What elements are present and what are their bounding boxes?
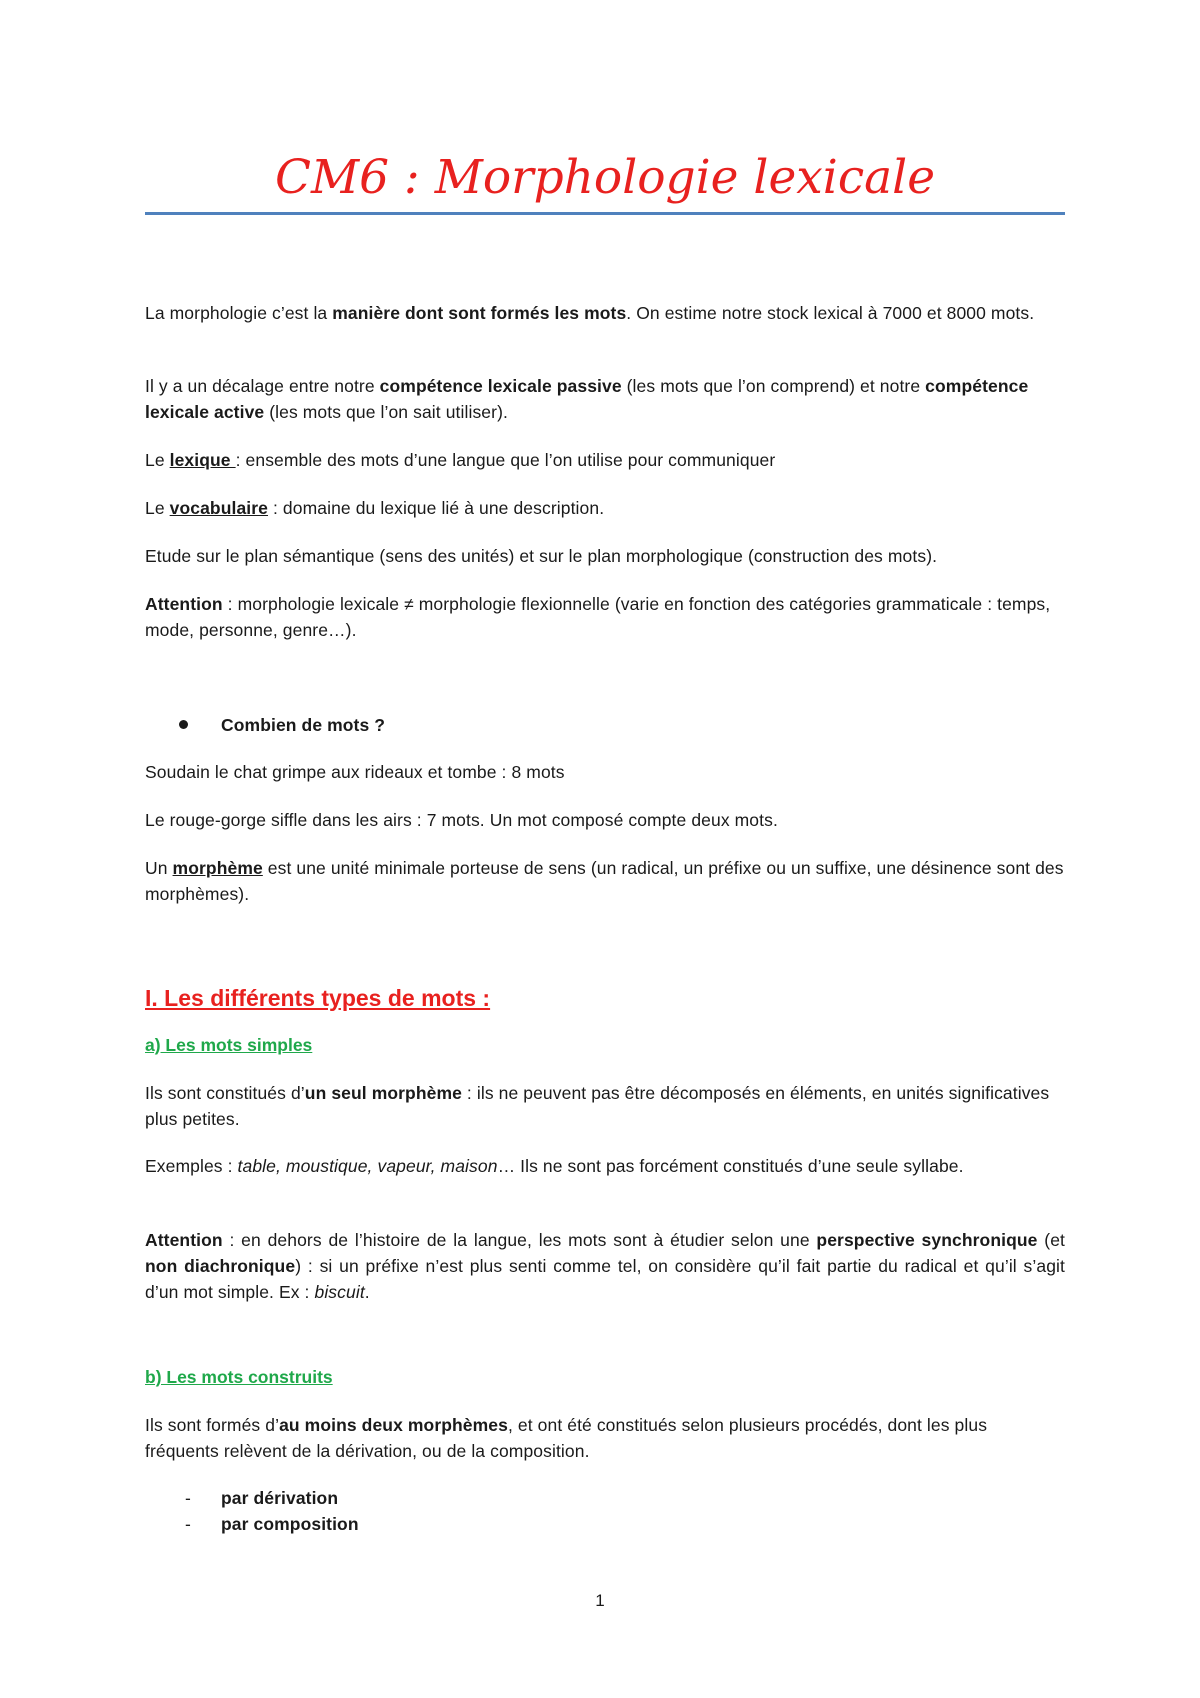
text-run: : morphologie lexicale ≠ morphologie flexionnelle (varie en fonction des catégories grammaticale : temps, mode, personne, genre…). — [145, 594, 1051, 640]
etude-paragraph: Etude sur le plan sémantique (sens des unités) et sur le plan morphologique (construction des mots). — [145, 546, 938, 566]
section-heading-1: I. Les différents types de mots : — [145, 985, 491, 1011]
term-lexique: lexique — [169, 450, 236, 470]
text-run-bold: manière dont sont formés les mots — [332, 303, 627, 323]
list-item — [221, 1511, 1141, 1537]
text-run-bold: non diachronique — [145, 1256, 296, 1276]
text-run: . — [364, 1282, 370, 1302]
text-run-bold: Attention — [145, 594, 223, 614]
page-title: CM6 : Morphologie lexicale — [274, 150, 936, 205]
text-run-italic: biscuit — [314, 1282, 365, 1302]
text-run: (les mots que l’on comprend) et notre — [621, 376, 926, 396]
text-run-bold: par composition — [221, 1514, 359, 1534]
bullet-heading — [221, 712, 1141, 738]
list-dash: - — [185, 1514, 191, 1534]
text-run: (et — [1037, 1230, 1066, 1250]
text-run: … Ils ne sont pas forcément constitués d’une seule syllabe. — [497, 1156, 964, 1176]
vocabulaire-definition — [145, 495, 1065, 521]
text-run: Ils sont formés d’ — [145, 1415, 280, 1435]
mots-simples-paragraph — [145, 1080, 1065, 1132]
text-run-italic: table, moustique, vapeur, maison — [237, 1156, 498, 1176]
text-run: Un — [145, 858, 173, 878]
term-vocabulaire: vocabulaire — [169, 498, 269, 518]
mots-construits-paragraph — [145, 1412, 1065, 1464]
text-run-bold: perspective synchronique — [816, 1230, 1038, 1250]
title-underline-rule — [145, 212, 1065, 215]
competence-paragraph — [145, 373, 1065, 425]
text-run-bold: un seul morphème — [304, 1083, 462, 1103]
text-run: . On estime notre stock lexical à 7000 et 8000 mots. — [626, 303, 1035, 323]
text-run-bold: compétence lexicale passive — [379, 376, 622, 396]
text-run-bold: au moins deux morphèmes — [279, 1415, 508, 1435]
text-run: Il y a un décalage entre notre — [145, 376, 380, 396]
text-run-bold: Combien de mots ? — [221, 715, 386, 735]
text-run: Le — [145, 498, 170, 518]
subheading-mots-simples: a) Les mots simples — [145, 1035, 313, 1055]
attention-synchronie-paragraph — [145, 1227, 1065, 1305]
text-run: : ils ne peuvent pas être décomposés en éléments, en unités significatives plus petites. — [145, 1083, 1050, 1129]
exemples-paragraph — [145, 1153, 1065, 1179]
text-run: est une unité minimale porteuse de sens (un radical, un préfixe ou un suffixe, une désinence sont des morphèmes). — [145, 858, 1064, 904]
text-run: (les mots que l’on sait utiliser). — [264, 402, 508, 422]
list-dash: - — [185, 1488, 191, 1508]
text-run: , et ont été constitués selon plusieurs procédés, dont les plus fréquents relèvent de la dérivation, ou de la composition. — [145, 1415, 988, 1461]
text-run: Le — [145, 450, 170, 470]
example-sentence-2: Le rouge-gorge siffle dans les airs : 7 mots. Un mot composé compte deux mots. — [145, 810, 778, 830]
subheading-mots-construits: b) Les mots construits — [145, 1367, 333, 1387]
morpheme-definition — [145, 855, 1065, 907]
attention-flexion-paragraph — [145, 591, 1065, 643]
list-item — [221, 1485, 1141, 1511]
text-run-bold: par dérivation — [221, 1488, 339, 1508]
lexique-definition — [145, 447, 1065, 473]
intro-paragraph — [145, 300, 1065, 326]
example-sentence-1: Soudain le chat grimpe aux rideaux et tombe : 8 mots — [145, 762, 565, 782]
text-run: Exemples : — [145, 1156, 238, 1176]
term-morpheme: morphème — [172, 858, 263, 878]
text-run: : domaine du lexique lié à une description. — [268, 498, 605, 518]
text-run: : en dehors de l’histoire de la langue, les mots sont à étudier selon une — [222, 1230, 817, 1250]
text-run: La morphologie c’est la — [145, 303, 333, 323]
text-run: : ensemble des mots d’une langue que l’on utilise pour communiquer — [235, 450, 776, 470]
text-run: Ils sont constitués d’ — [145, 1083, 305, 1103]
text-run-bold: compétence lexicale active — [145, 376, 1029, 422]
text-run-bold: Attention — [145, 1230, 223, 1250]
text-run: ) : si un préfixe n’est plus senti comme tel, on considère qu’il fait partie du radical et qu’il s’agit d’un mot simple. Ex : — [145, 1256, 1065, 1302]
bullet-icon — [179, 720, 188, 729]
page-number: 1 — [595, 1591, 605, 1610]
